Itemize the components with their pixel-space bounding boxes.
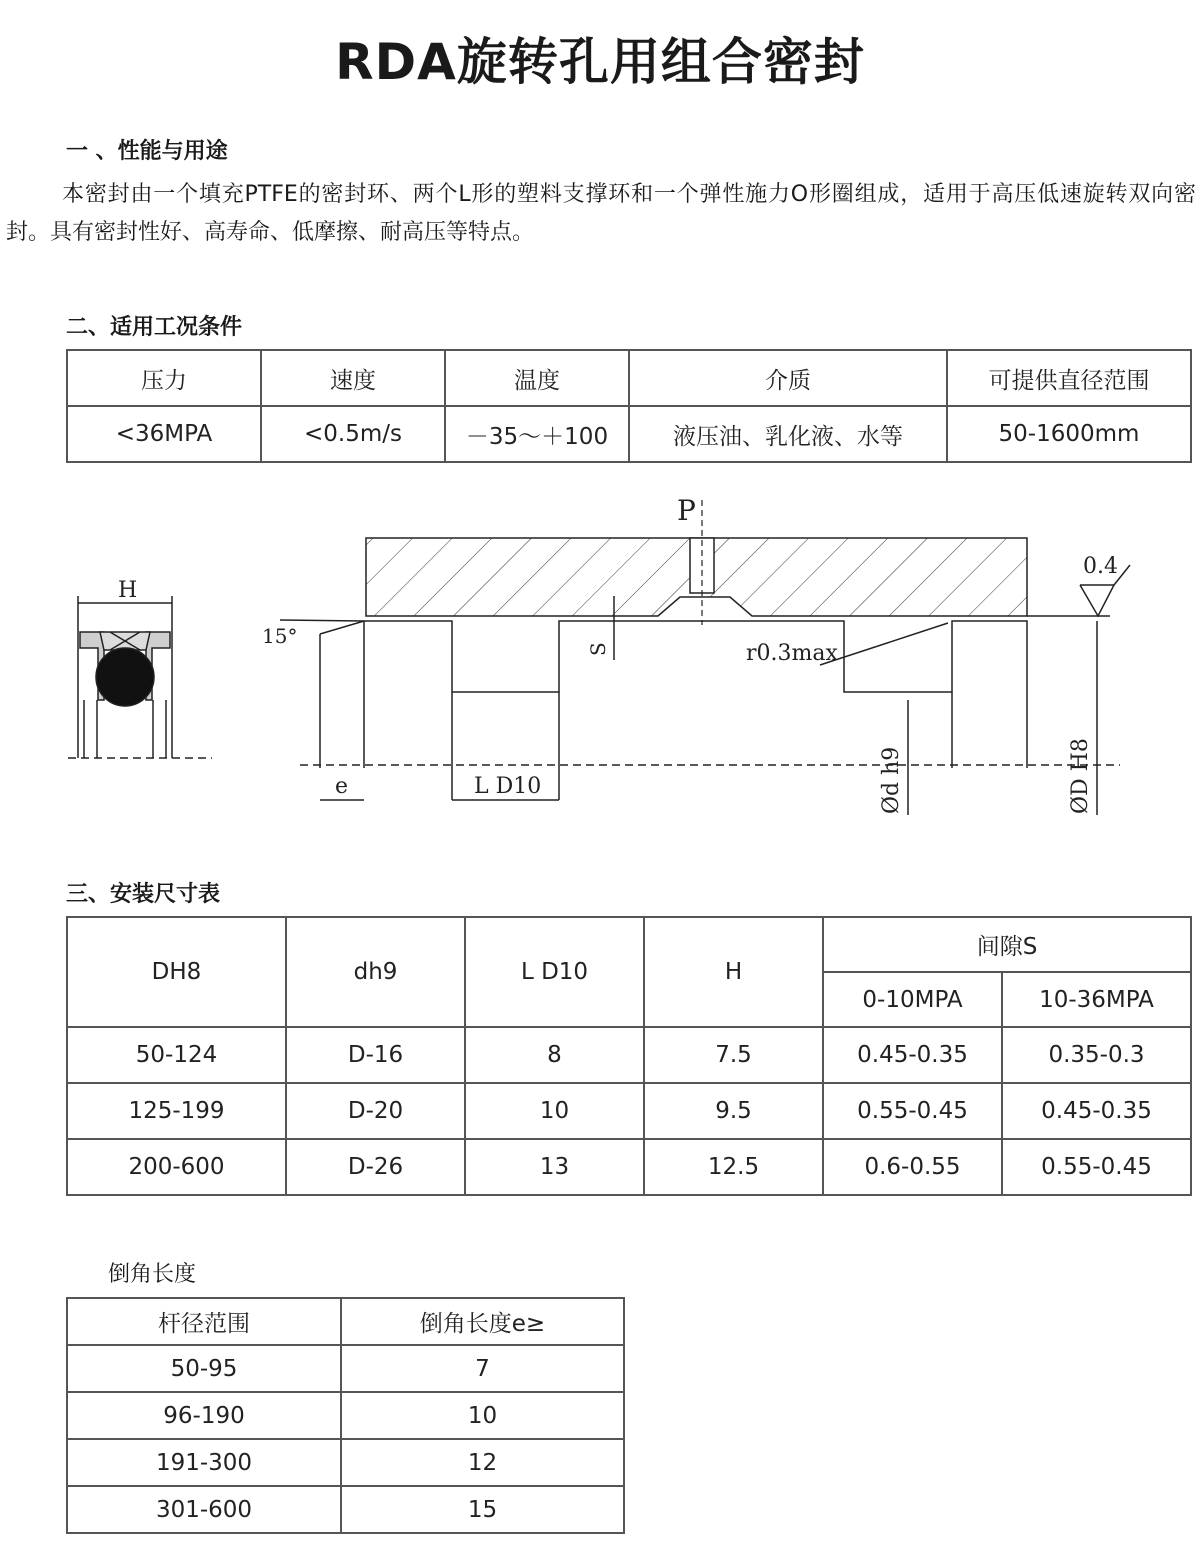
- table-row: [67, 1486, 624, 1533]
- table-row: [67, 1027, 1191, 1083]
- chamfer-table-title: 倒角长度: [108, 1262, 197, 1287]
- header-cell: 可提供直径范围: [947, 350, 1191, 406]
- bore-diameter-label: ØD H8: [1068, 738, 1093, 814]
- housing-section: [366, 500, 1027, 625]
- header-cell: 杆径范围: [67, 1298, 341, 1345]
- table-cell: 7.5: [644, 1027, 823, 1083]
- table-cell: <36MPA: [67, 406, 261, 462]
- table-cell: D-20: [286, 1083, 465, 1139]
- header-cell: 温度: [445, 350, 629, 406]
- table-header-row: [67, 350, 1191, 406]
- table-cell: 13: [465, 1139, 644, 1195]
- page-title: RDA旋转孔用组合密封: [335, 33, 865, 91]
- table-cell: 12: [341, 1439, 624, 1486]
- table-cell: 液压油、乳化液、水等: [629, 406, 947, 462]
- header-cell: 介质: [629, 350, 947, 406]
- table-cell: 50-95: [67, 1345, 341, 1392]
- table-cell: 50-1600mm: [947, 406, 1191, 462]
- angle-label: 15°: [262, 624, 298, 648]
- table-cell: D-26: [286, 1139, 465, 1195]
- groove-width-label: L D10: [474, 774, 542, 799]
- table-cell: 301-600: [67, 1486, 341, 1533]
- chamfer-table: [66, 1297, 625, 1534]
- table-cell: D-16: [286, 1027, 465, 1083]
- seal-installation-drawing: [0, 470, 1200, 850]
- seal-cross-section: [68, 596, 212, 758]
- table-cell: 10: [341, 1392, 624, 1439]
- section-heading-sizes: 三、安装尺寸表: [66, 882, 221, 907]
- header-cell: 速度: [261, 350, 445, 406]
- header-cell: 0-10MPA: [823, 972, 1002, 1027]
- table-cell: 96-190: [67, 1392, 341, 1439]
- header-cell: 10-36MPA: [1002, 972, 1191, 1027]
- table-header-row: [67, 1298, 624, 1345]
- header-cell: dh9: [286, 917, 465, 1027]
- header-cell: 间隙S: [823, 917, 1191, 972]
- table-cell: 0.55-0.45: [823, 1083, 1002, 1139]
- table-header-row: [67, 917, 1191, 972]
- table-cell: 200-600: [67, 1139, 286, 1195]
- table-row: [67, 1345, 624, 1392]
- table-cell: 12.5: [644, 1139, 823, 1195]
- table-cell: 50-124: [67, 1027, 286, 1083]
- table-cell: 0.6-0.55: [823, 1139, 1002, 1195]
- table-cell: 0.45-0.35: [1002, 1083, 1191, 1139]
- table-row: [67, 1392, 624, 1439]
- table-cell: 10: [465, 1083, 644, 1139]
- header-cell: DH8: [67, 917, 286, 1027]
- table-cell: 15: [341, 1486, 624, 1533]
- performance-description: 本密封由一个填充PTFE的密封环、两个L形的塑料支撑环和一个弹性施力O形圈组成，适用于高压低速旋转双向密封。具有密封性好、高寿命、低摩擦、耐高压等特点。: [6, 182, 1196, 245]
- section-heading-performance: 一 、性能与用途: [66, 139, 228, 164]
- gap-label: S: [586, 642, 610, 656]
- header-cell: 倒角长度e≥: [341, 1298, 624, 1345]
- table-row: [67, 1439, 624, 1486]
- table-cell: 0.35-0.3: [1002, 1027, 1191, 1083]
- seal-width-label: H: [118, 578, 138, 603]
- table-cell: 8: [465, 1027, 644, 1083]
- table-row: [67, 406, 1191, 462]
- roughness-label: 0.4: [1083, 554, 1118, 579]
- table-cell: 0.45-0.35: [823, 1027, 1002, 1083]
- chamfer-label: e: [335, 774, 349, 799]
- table-row: [67, 1083, 1191, 1139]
- pressure-label: P: [677, 494, 696, 527]
- conditions-table: [66, 349, 1192, 463]
- table-cell: 0.55-0.45: [1002, 1139, 1191, 1195]
- table-row: [67, 1139, 1191, 1195]
- table-cell: 9.5: [644, 1083, 823, 1139]
- table-cell: 191-300: [67, 1439, 341, 1486]
- section-heading-conditions: 二、适用工况条件: [66, 315, 243, 340]
- header-cell: 压力: [67, 350, 261, 406]
- table-cell: 125-199: [67, 1083, 286, 1139]
- radius-label: r0.3max: [746, 641, 838, 666]
- installation-size-table: [66, 916, 1192, 1196]
- header-cell: L D10: [465, 917, 644, 1027]
- table-cell: －35～＋100: [445, 406, 629, 462]
- table-cell: <0.5m/s: [261, 406, 445, 462]
- header-cell: H: [644, 917, 823, 1027]
- table-cell: 7: [341, 1345, 624, 1392]
- rod-diameter-label: Ød h9: [879, 746, 904, 814]
